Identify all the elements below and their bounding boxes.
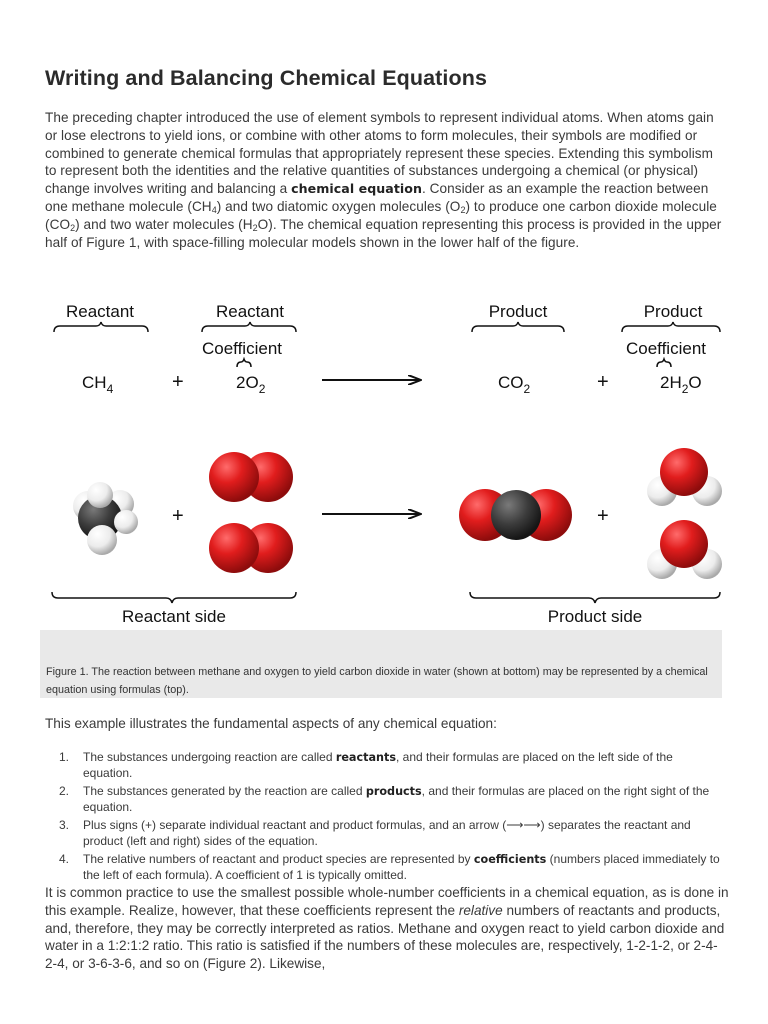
intro-text-4: ) to produce one carbon dioxide molecule (CO (45, 198, 717, 232)
intro-sub-h2o: 2 (252, 222, 258, 233)
intro-text-5: ) and two water molecules (H (75, 216, 253, 232)
intro-sub-ch4: 4 (211, 204, 217, 215)
oxygen-molecule-1 (209, 452, 293, 502)
oxygen-molecule-2 (209, 523, 293, 573)
term-coefficients: coefficients (473, 852, 547, 866)
emphasis-relative: relative (458, 902, 503, 918)
formula-ch4: $CH_4$ (82, 373, 114, 396)
brace-reactant-1 (54, 322, 148, 332)
brace-coefficient-2 (657, 359, 671, 367)
list-item: 2. The substances generated by the reaction are called products, and their formulas are placed on the right sight of the equation. (59, 783, 710, 814)
water-molecule-2 (647, 520, 722, 579)
plus-sign-models-products: + (597, 505, 609, 527)
brace-product-2 (622, 322, 720, 332)
methane-molecule (73, 482, 138, 555)
reaction-diagram (40, 290, 730, 635)
intro-text-3: ) and two diatomic oxygen molecules (O (216, 198, 461, 214)
brace-reactant-2 (202, 322, 296, 332)
label-coefficient-2: Coefficient (625, 339, 707, 358)
list-item: 1. The substances undergoing reaction are called reactants, and their formulas are placed on the left side of the equation. (59, 750, 673, 780)
page-title: Writing and Balancing Chemical Equations (45, 66, 488, 90)
intro-text-1: The preceding chapter introduced the use of element symbols to represent individual atoms. When atoms gain or lose electrons to yield ions, or combine with other atoms to form molecules, their symbols are modified or combined to generate chemical formulas that appropriately represent these species. Extending this symbolism to represent both the identities and the relative quantities of substances undergoing a chemical (or physical) change involves writing and balancing a (45, 110, 714, 197)
label-product-1: Product (488, 302, 548, 321)
formula-2h2o: $2H_2O$ (660, 373, 702, 396)
list-intro: This example illustrates the fundamental aspects of any chemical equation: (45, 716, 497, 731)
plus-sign-products: + (597, 371, 609, 393)
brace-product-side (470, 592, 720, 603)
intro-sub-o2: 2 (460, 204, 466, 215)
brace-coefficient-1 (237, 359, 251, 367)
label-reactant-side: Reactant side (122, 607, 226, 626)
label-reactant-1: Reactant (65, 302, 135, 321)
formula-co2: $CO_2$ (498, 373, 531, 396)
intro-text-2: . Consider as an example the reaction between one methane molecule (CH (45, 181, 709, 214)
intro-text-6: O). The chemical equation representing this process is provided in the upper half of Figure 1, with space-filling molecular models shown in the lower half of the figure. (45, 216, 722, 250)
label-coefficient-1: Coefficient (201, 339, 283, 358)
fundamentals-list (45, 750, 725, 886)
label-product-2: Product (643, 302, 703, 321)
figure-caption-box (40, 630, 722, 698)
formula-2o2: $2O_2$ (236, 373, 266, 396)
intro-paragraph (45, 109, 725, 251)
label-reactant-2: Reactant (215, 302, 285, 321)
article (45, 66, 725, 251)
plus-sign-reactants: + (172, 371, 184, 393)
brace-product-1 (472, 322, 564, 332)
figure-1 (40, 290, 730, 640)
label-product-side: Product side (547, 607, 643, 626)
list-item: 3. Plus signs (+) separate individual reactant and product formulas, and an arrow (⟶⟶) separates the reactant and product (left and right) sides of the equation. (59, 817, 691, 848)
figure-caption: Figure 1. The reaction between methane and oxygen to yield carbon dioxide in water (shown at bottom) may be represented by a chemical equation using formulas (top). (46, 666, 708, 696)
list-item: 4. The relative numbers of reactant and product species are represented by coefficients (numbers placed immediately to the left of each formula). A coefficient of 1 is typically omitted. (59, 851, 720, 882)
water-molecule-1 (647, 448, 722, 506)
intro-sub-co2: 2 (70, 222, 76, 233)
term-products: products (365, 784, 422, 798)
carbon-dioxide-molecule (459, 489, 572, 541)
closing-paragraph: It is common practice to use the smallest possible whole-number coefficients in a chemical equation, as is done in this example. Realize, however, that these coefficients represent the relative numbers of reactants and products, and, therefore, they may be correctly interpreted as ratios. Methane and oxygen react to yield carbon dioxide and water in a 1:2:1:2 ratio. This ratio is satisfied if the numbers of these molecules are, respectively, 1-2-1-2, or 2-4-2-4, or 3-6-3-6, and so on (Figure 2). Likewise, (45, 885, 729, 972)
term-chemical-equation: chemical equation (291, 181, 422, 197)
brace-reactant-side (52, 592, 296, 603)
term-reactants: reactants (335, 751, 396, 764)
plus-sign-models-reactants: + (172, 505, 184, 527)
